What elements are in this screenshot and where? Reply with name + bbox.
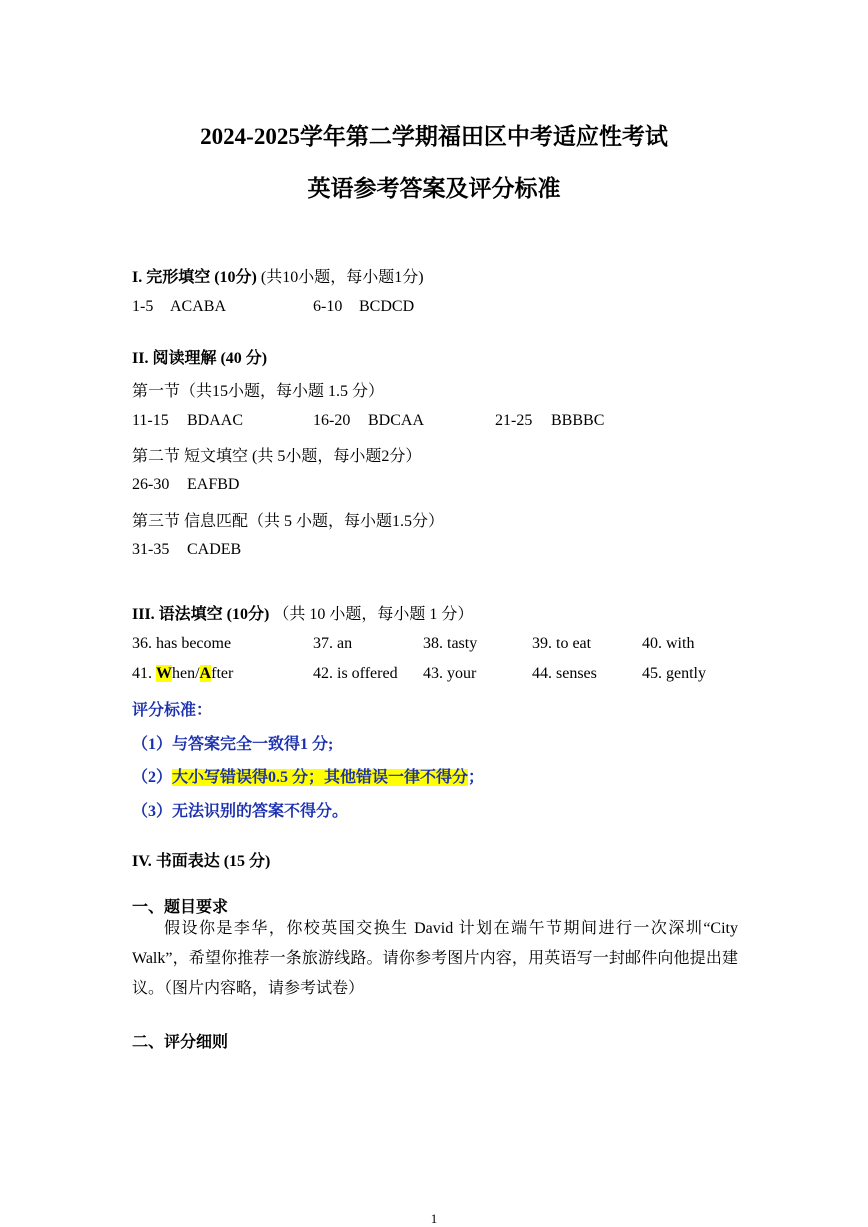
grammar-answer: 37. an — [313, 635, 353, 652]
answer-range: 6-10 — [313, 298, 343, 315]
section4-sub1: 一、题目要求 — [132, 899, 229, 916]
criteria-item-2: （2）大小写错误得0.5 分；其他错误一律不得分； — [132, 769, 485, 786]
section3-heading: III. 语法填空 (10分) — [132, 606, 270, 623]
highlight-w: W — [156, 665, 172, 682]
answer-letters: BCDCD — [359, 298, 415, 315]
grammar-answer: 38. tasty — [423, 635, 478, 652]
grammar-answer: 40. with — [642, 635, 695, 652]
section2-part1-title: 第一节（共15小题，每小题 1.5 分） — [132, 383, 385, 400]
grammar-answer: 45. gently — [642, 665, 706, 682]
section2-heading: II. 阅读理解 (40 分) — [132, 350, 268, 367]
grammar-answer: 36. has become — [132, 635, 232, 652]
criteria-item-3: （3）无法识别的答案不得分。 — [132, 803, 349, 820]
section3-header — [132, 601, 473, 624]
section2-part2-title: 第二节 短文填空 (共 5小题，每小题2分） — [132, 448, 422, 465]
grammar-answer: 43. your — [423, 665, 477, 682]
section2-part3-title: 第三节 信息匹配（共 5 小题，每小题1.5分） — [132, 513, 445, 530]
answer-letters: BDAAC — [187, 412, 244, 429]
page-number: 1 — [430, 1211, 438, 1226]
page-subtitle: 英语参考答案及评分标准 — [307, 176, 561, 201]
answer-letters: BBBBC — [551, 412, 605, 429]
grammar-answer-41: 41. When/After — [132, 665, 234, 682]
section4-heading: IV. 书面表达 (15 分) — [132, 853, 271, 870]
grammar-answer: 44. senses — [532, 665, 597, 682]
answer-range: 31-35 — [132, 541, 170, 558]
answer-range: 16-20 — [313, 412, 351, 429]
highlight-a: A — [199, 665, 212, 682]
answer-letters: CADEB — [187, 541, 242, 558]
answer-range: 26-30 — [132, 476, 170, 493]
criteria-highlight: 大小写错误得0.5 分；其他错误一律不得分 — [172, 769, 469, 786]
answer-range: 11-15 — [132, 412, 169, 429]
section1-header — [132, 264, 424, 287]
writing-prompt: 假设你是李华，你校英国交换生 David 计划在端午节期间进行一次深圳“City Walk”，希望你推荐一条旅游线路。请你参考图片内容，用英语写一封邮件向他提出建议。（图片内容略，请参考试卷） — [132, 920, 738, 997]
answer-letters: EAFBD — [187, 476, 240, 493]
section1-note: (共10小题，每小题1分) — [256, 269, 424, 286]
answer-letters: BDCAA — [368, 412, 425, 429]
answer-letters: ACABA — [170, 298, 227, 315]
section3-note: （共 10 小题，每小题 1 分） — [269, 606, 474, 623]
grammar-answer: 39. to eat — [532, 635, 592, 652]
section1-heading: I. 完形填空 (10分) — [132, 269, 257, 286]
criteria-item-1: （1）与答案完全一致得1 分; — [132, 736, 334, 753]
page-title: 2024-2025学年第二学期福田区中考适应性考试 — [200, 124, 668, 149]
criteria-title: 评分标准： — [132, 702, 213, 719]
section4-sub2: 二、评分细则 — [132, 1034, 229, 1051]
grammar-answer: 42. is offered — [313, 665, 398, 682]
answer-range: 21-25 — [495, 412, 533, 429]
answer-range: 1-5 — [132, 298, 154, 315]
